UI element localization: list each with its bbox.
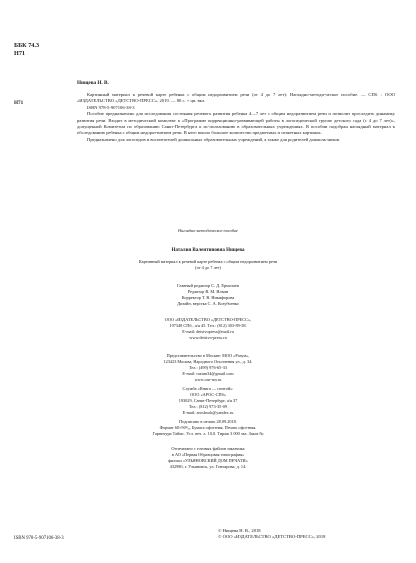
representative-block	[90, 353, 326, 383]
representative-line: www.our-sm.ru	[194, 377, 222, 382]
publisher-line: 197348 СПб., а/я 45. Тел.: (812) 303-89-58.	[169, 323, 247, 328]
book-title	[90, 259, 326, 271]
publisher-line: www.detstvo-press.ru	[189, 335, 227, 340]
genre-label: Наглядно-методическое пособие	[178, 228, 238, 233]
service-line: Тел.: (812) 973-35-09	[188, 404, 228, 409]
audience-paragraph: Предназначено для логопедов и воспитателей дошкольных образовательных учреждений, а также для родителей дошколь-ников.	[87, 136, 341, 142]
typography-line: 432980, г. Ульяновск, ул. Гончарова, д. 14.	[169, 464, 247, 469]
representative-line: E-mail: razum34@gmail.com	[182, 371, 234, 376]
representative-line: Тел.: (499) 976-65-33	[188, 365, 228, 370]
publisher-line: E-mail: detstvopress@mail.ru	[182, 329, 234, 334]
bbk-mark: Н71	[14, 50, 26, 57]
service-line: Служба «Книга — почтой»:	[182, 386, 234, 391]
credit-line: Дизайн, верстка С. А. Козубченко	[177, 301, 239, 306]
bbk-block	[14, 42, 39, 58]
print-info-line: Формат 60×90¹/₈. Бумага офсетная. Печать офсетная.	[159, 425, 257, 430]
service-line: 193029, Санкт-Петербург, а/я 37	[178, 398, 238, 403]
isbn-line: ISBN 978-5-907106-38-3	[87, 104, 135, 110]
title-line: (от 4 до 7 лет)	[195, 265, 221, 270]
copyright-block	[218, 528, 325, 541]
credits-block	[90, 283, 326, 307]
credit-line: Главный редактор С. Д. Ермолаев	[177, 283, 239, 288]
service-line: ООО «АРОС-СПб»	[190, 392, 226, 397]
annotation-paragraph: Пособие предназначено для исследования состояния речевого развития ребенка 4—7 лет с общим недоразвитием речи и позволит проследить динамику развития речи. Входит в методический комплект к «Программе коррекционно-развивающей работы в логопедической группе детского сада (с 4 до 7 лет)», допущенной Комитетом по образованию Санкт-Петербурга к ис-пользованию в образовательных учреждениях. В пособии подобран наглядный материал к обследованию ребенка с общим недораз-витием речи. В него вошло большое количество предметных и сюжетных картинок.	[77, 111, 395, 136]
typography-line: в АО «Первая Образцовая типография»	[171, 452, 245, 457]
print-info-block	[90, 419, 326, 437]
author-header: Нищева Н. В.	[77, 80, 109, 86]
author-full-name: Наталия Валентиновна Нищева	[171, 248, 245, 253]
isbn-bottom: ISBN 978-5-907106-38-3	[14, 536, 64, 541]
title-line: Картинный материал к речевой карте ребенка с общим недоразвитием речи	[138, 259, 278, 264]
print-info-line: Подписано в печать 28.09.2018.	[179, 419, 237, 424]
typography-line: филиал «УЛЬЯНОВСКИЙ ДОМ ПЕЧАТИ»	[168, 458, 248, 463]
credit-line: Корректор Т. В. Никифорова	[181, 295, 235, 300]
print-info-line: Гарнитура Таймс. Усл. печ. л. 10,0. Тираж 3 000 экз. Заказ №	[152, 431, 264, 436]
publisher-line: ООО «ИЗДАТЕЛЬСТВО «ДЕТСТВО-ПРЕСС»,	[164, 317, 252, 322]
annotation-block	[77, 92, 395, 143]
typography-line: Отпечатано с готовых файлов заказчика	[171, 446, 245, 451]
service-line: E-mail: arosbook@yandex.ru	[182, 410, 234, 415]
representative-line: 123423 Москва, Народного Ополчения ул., д. 34.	[163, 359, 253, 364]
copyright-line: © Нищева Н. В., 2018	[218, 528, 261, 533]
bibliographic-description: Картинный материал к речевой карте ребенка с общим недоразвитием речи (от 4 до 7 лет): Наглядно-методи-ческое пособие. — СПб. : ООО «ИЗДАТЕЛЬСТВО «ДЕТСТВО-ПРЕСС», 2019. — 80 с. + цв. вкл.	[77, 92, 395, 104]
credit-line: Редактор В. М. Ильин	[187, 289, 229, 294]
typography-block	[90, 446, 326, 470]
bbk-code: ББК 74.3	[14, 42, 40, 49]
service-block	[90, 386, 326, 416]
publisher-block	[90, 317, 326, 341]
copyright-line: © ООО «ИЗДАТЕЛЬСТВО «ДЕТСТВО-ПРЕСС», 2018	[218, 534, 326, 540]
author-mark: Н71	[14, 100, 24, 106]
representative-line: Представительство в Москве: МОО «Разум»,	[166, 353, 250, 358]
